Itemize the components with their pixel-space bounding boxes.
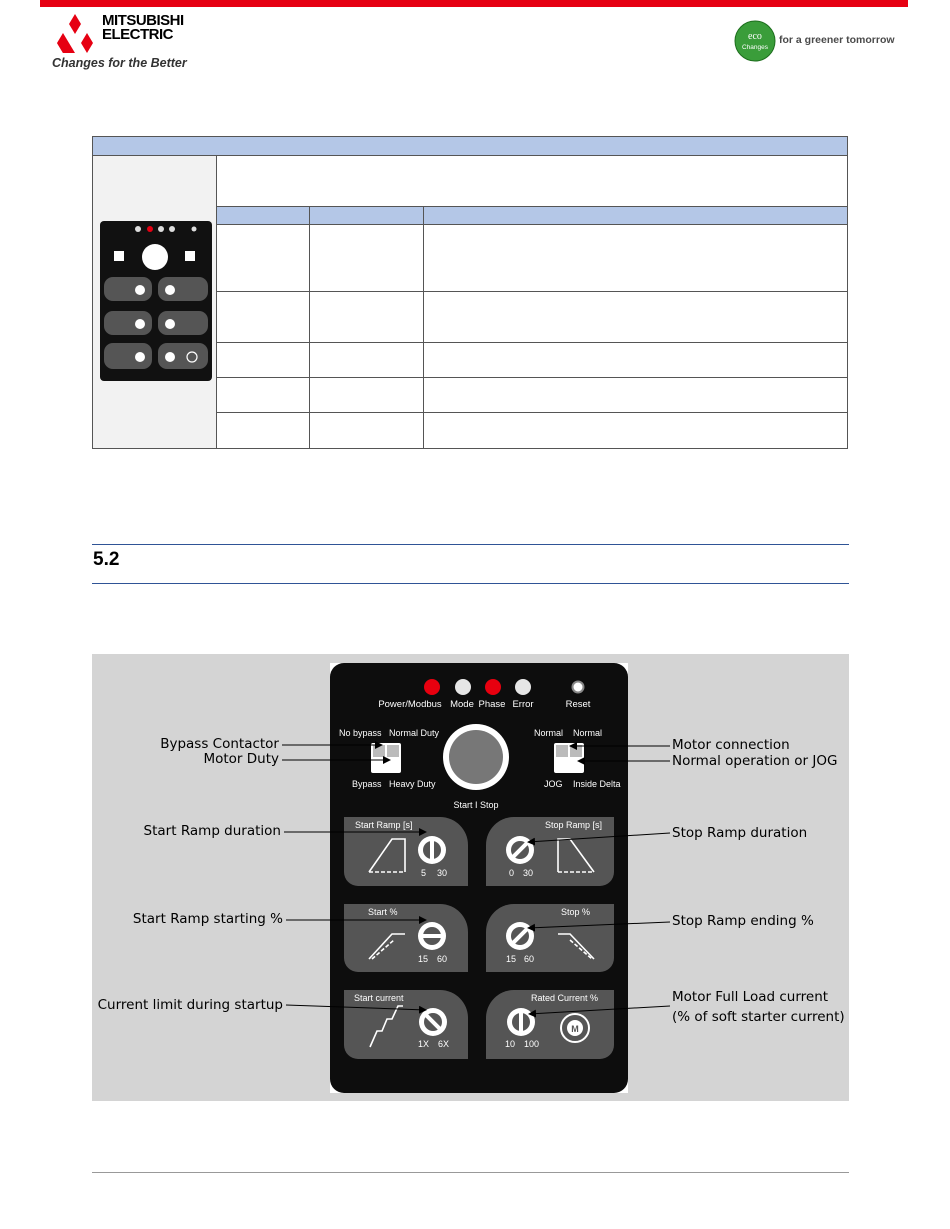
stop-ramp-title: Stop Ramp [s] [544, 820, 602, 830]
normal-label-2: Normal [573, 728, 603, 738]
table-divider [423, 206, 424, 448]
led-label-mode: Mode [450, 699, 474, 710]
eco-tagline: for a greener tomorrow [779, 34, 895, 46]
start-ramp-max: 30 [437, 868, 448, 878]
callout-motor-full-load-2: (% of soft starter current) [672, 1009, 845, 1025]
start-pct-knob-icon [418, 922, 446, 950]
mini-panel-image [100, 221, 212, 381]
table-divider [309, 206, 310, 448]
no-bypass-label: No bypass [339, 728, 382, 738]
table-header-bar [93, 137, 847, 156]
led-label-phase: Phase [478, 699, 506, 710]
stop-pct-min: 15 [506, 954, 517, 964]
led-error [515, 679, 531, 695]
reset-button-icon [573, 682, 584, 693]
svg-text:Changes: Changes [741, 44, 769, 51]
section-rule-bottom [92, 583, 849, 584]
start-pct-min: 15 [418, 954, 429, 964]
top-red-bar [40, 0, 908, 7]
rated-current-max: 100 [524, 1039, 540, 1049]
svg-text:M: M [571, 1024, 579, 1034]
section-number: 5.2 [93, 549, 120, 570]
table-row [217, 206, 847, 225]
footer-rule [92, 1172, 849, 1173]
svg-text:eco: eco [748, 31, 762, 42]
callout-motor-connection: Motor connection [672, 737, 790, 753]
rated-current-min: 10 [505, 1039, 516, 1049]
soft-starter-panel [92, 654, 849, 1101]
callout-normal-jog: Normal operation or JOG [672, 753, 838, 769]
brand-name: MITSUBISHI ELECTRIC [102, 12, 184, 43]
eco-globe-icon [734, 20, 776, 62]
brand-tagline: Changes for the Better [52, 56, 187, 70]
stop-ramp-max: 30 [523, 868, 534, 878]
start-ramp-knob-icon [418, 836, 446, 864]
callout-current-limit: Current limit during startup [97, 997, 283, 1013]
table-row [217, 292, 847, 343]
mitsubishi-diamonds-icon [52, 14, 98, 54]
start-stop-label: Start I Stop [453, 800, 499, 810]
stop-pct-knob-icon [506, 922, 534, 950]
normal-duty-label: Normal Duty [389, 728, 440, 738]
rated-current-knob-icon [507, 1008, 535, 1036]
callout-motor-full-load-1: Motor Full Load current [672, 989, 829, 1005]
led-power-modbus [424, 679, 440, 695]
stop-ramp-min: 0 [509, 868, 515, 878]
reset-label: Reset [565, 699, 591, 710]
mini-panel-drawing [100, 221, 212, 381]
table-row [217, 343, 847, 378]
start-current-knob-icon [419, 1008, 447, 1036]
callout-motor-duty: Motor Duty [203, 751, 279, 767]
normal-label-1: Normal [534, 728, 564, 738]
callout-bypass-contactor: Bypass Contactor [160, 736, 279, 752]
bypass-label: Bypass [352, 779, 382, 789]
callout-stop-ramp-duration: Stop Ramp duration [672, 825, 808, 841]
stop-pct-title: Stop % [560, 907, 590, 917]
inside-delta-label: Inside Delta [573, 779, 621, 789]
table-row [217, 378, 847, 413]
led-label-power: Power/Modbus [378, 699, 442, 710]
callout-stop-ramp-ending: Stop Ramp ending % [672, 913, 814, 929]
callout-start-ramp-starting: Start Ramp starting % [132, 911, 283, 927]
eco-changes-logo [734, 20, 904, 60]
start-ramp-title: Start Ramp [s] [355, 820, 413, 830]
stop-pct-max: 60 [524, 954, 535, 964]
led-phase [485, 679, 501, 695]
mitsubishi-logo [52, 14, 202, 72]
start-pct-max: 60 [437, 954, 448, 964]
start-current-title: Start current [354, 993, 404, 1003]
heavy-duty-label: Heavy Duty [389, 779, 436, 789]
callout-start-ramp-duration: Start Ramp duration [143, 823, 281, 839]
start-current-max: 6X [438, 1039, 450, 1049]
start-ramp-min: 5 [421, 868, 427, 878]
led-label-error: Error [512, 699, 534, 710]
start-pct-group [344, 904, 468, 972]
start-pct-title: Start % [368, 907, 398, 917]
jog-label: JOG [544, 779, 563, 789]
rated-current-title: Rated Current % [530, 993, 598, 1003]
section-rule-top [92, 544, 849, 545]
panel-figure [92, 654, 849, 1101]
start-current-min: 1X [418, 1039, 430, 1049]
table-row [217, 225, 847, 292]
stop-ramp-knob-icon [506, 836, 534, 864]
led-mode [455, 679, 471, 695]
table-divider [217, 206, 847, 207]
